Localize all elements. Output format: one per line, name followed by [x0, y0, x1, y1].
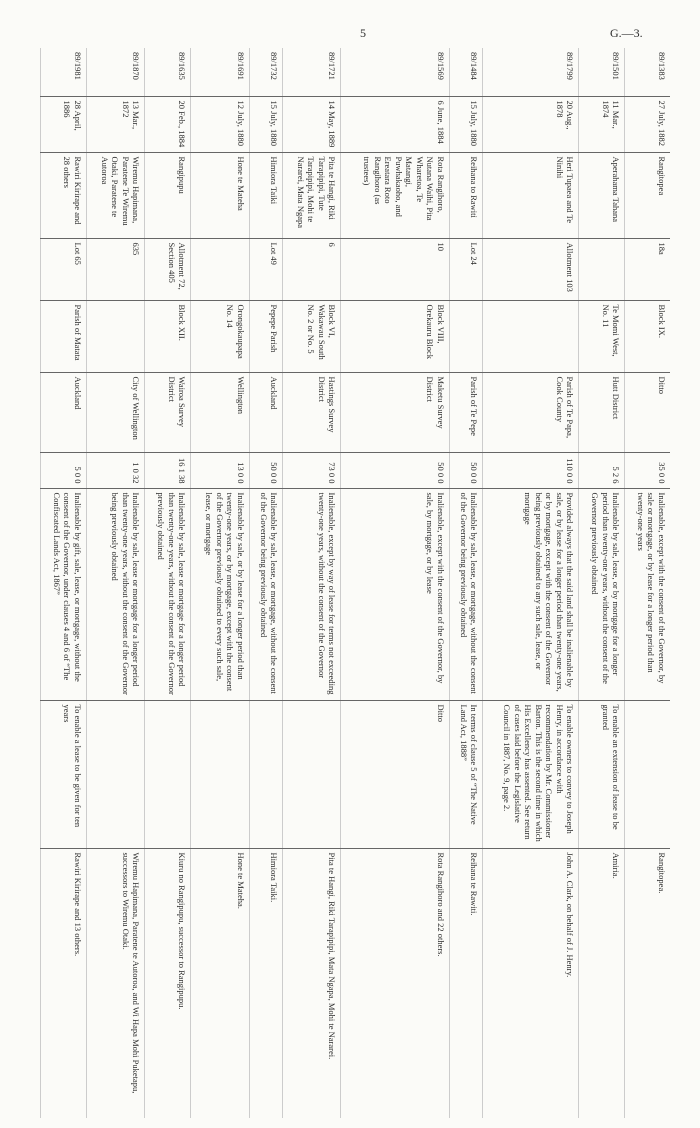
cell-district: Auckland — [249, 372, 282, 452]
cell-area: 73 0 0 — [283, 452, 341, 488]
table-row — [145, 48, 191, 1118]
cell-block: Block VIII, Orekauru Block — [341, 300, 449, 372]
cell-grantee: Himiora Taiki — [249, 152, 282, 238]
cell-number: 89/1383 — [657, 52, 667, 80]
cell-restrictions: Inalienable by gift, sale, lease, or mortgage, without the consent of the Governor, under clauses 4 and 6 of “The Confiscated Lands Act, 1867” — [41, 488, 87, 700]
cell-object: To enable an extension of lease to be granted — [579, 700, 625, 848]
cell-restrictions: Inalienable by sale, lease, or mortgage, without the consent of the Governor being previously obtained — [249, 488, 282, 700]
cell-block: Pepepe Parish — [249, 300, 282, 372]
cell-restrictions: Inalienable by sale, lease, or by mortgage for a longer period than twenty-one years, without the consent of the Governor previously obtained — [579, 488, 625, 700]
table-row — [449, 48, 482, 1118]
page-number: 5 — [360, 26, 366, 40]
cell-object: Ditto — [341, 700, 449, 848]
cell-object: To enable owners to convey to Joseph Henry, in accordance with recommendation by Mr. Commissioner Barton. This is the second time in which His Excellency has assented. See return of cases laid before the Legislative Council in 1887, No. 9, page 2. — [483, 700, 579, 848]
cell-restrictions: Inalienable by sale, or by lease for a longer period than twenty-one years, or by mortgage, except with the consent of the Governor previously obtained to every such sale, lease, or mortgage — [191, 488, 249, 700]
cell-block — [483, 300, 579, 372]
cell-restrictions: Inalienable by sale, lease or mortgage for a longer period than twenty-one years, without the consent of the Governor previously obtained — [145, 488, 191, 700]
cell-applicant: Rawiri Kirirape and 13 others. — [41, 848, 87, 1118]
cell-district: Maketu Survey District — [341, 372, 449, 452]
cell-lot: 18a — [625, 238, 670, 300]
cell-applicant: Rangitopea. — [625, 848, 670, 1118]
cell-district: City of Wellington — [87, 372, 145, 452]
cell-applicant: Amiria. — [579, 848, 625, 1118]
cell-area: 35 0 0 — [625, 452, 670, 488]
cell-lot: Allotment 72, Section 405 — [145, 238, 191, 300]
table-row — [249, 48, 282, 1118]
table-row — [341, 48, 449, 1118]
cell-date: 28 April, 1886 — [41, 96, 87, 152]
cell-lot: Lot 24 — [449, 238, 482, 300]
cell-area: 50 0 0 — [341, 452, 449, 488]
cell-block: Block VI, Wakawau South No. 2 or No. 5 — [283, 300, 341, 372]
rotated-register — [40, 48, 670, 1118]
cell-area: 1 0 32 — [87, 452, 145, 488]
cell-lot: Lot 49 — [249, 238, 282, 300]
cell-object — [191, 700, 249, 848]
cell-restrictions: Provided always that the said land shall be inalienable by sale, or by lease for a longer period than twenty-one years, or by mortgage, except with the consent of the Governor being previously obtained to any such sale, lease, or mortgage — [483, 488, 579, 700]
cell-restrictions: Inalienable, except with the consent of the Governor, by sale or mortgage, or by lease for a longer period than twenty-one years — [625, 488, 670, 700]
cell-applicant: Kiuru no Rangipupu, successor to Rangipupu. — [145, 848, 191, 1118]
cell-applicant: John A. Clark, on behalf of J. Henry. — [483, 848, 579, 1118]
cell-grantee: Pita te Hangi, Riki Tarapipipi, Tute Tarapipipi, Mohi te Nararei, Mata Ngapa — [283, 152, 341, 238]
cell-block — [87, 300, 145, 372]
crown-grant-register-table — [40, 48, 670, 1118]
cell-grantee: Rota Rangihoro, Nutana Waihi, Pita Wharetoa, Te Matangi, Puwhakaoho, and Ereatara Roto Rangihoro (as trustees) — [341, 152, 449, 238]
cell-lot: Allotment 103 — [483, 238, 579, 300]
cell-object — [283, 700, 341, 848]
cell-restrictions: Inalienable by sale, lease or mortgage for a longer period than twenty-one years, without the consent of the Governor being previously obtained — [87, 488, 145, 700]
cell-lot: 635 — [87, 238, 145, 300]
cell-restrictions: Inalienable by sale, lease, or mortgage, without the consent of the Governor being previously obtained — [449, 488, 482, 700]
cell-number: 89/1732 — [269, 52, 280, 80]
cell-number: 89/1721 — [327, 52, 338, 80]
table-row — [483, 48, 579, 1118]
cell-grantee: Aperahama Tahana — [579, 152, 625, 238]
cell-object — [87, 700, 145, 848]
table-row — [41, 48, 87, 1118]
table-row — [191, 48, 249, 1118]
cell-district: Parish of Te Papa, Cook County — [483, 372, 579, 452]
cell-grantee: Wiremu Hapimana, Paratene Te Wiremu Otaki, Paratene te Autoroa — [87, 152, 145, 238]
cell-applicant: Wiremu Hapimana, Paratene te Autoroa, and Wi Hapa Mohi Puketapu, successors to Wiremu Otaki. — [87, 848, 145, 1118]
cell-block: Te Momi West, No. 11 — [579, 300, 625, 372]
cell-date: 15 July, 1880 — [249, 96, 282, 152]
cell-district: Wellington — [191, 372, 249, 452]
cell-object: In terms of clause 5 of “The Native Land Act, 1888” — [449, 700, 482, 848]
cell-date: 27 July, 1882 — [625, 96, 670, 152]
table-row — [579, 48, 625, 1118]
table-row — [87, 48, 145, 1118]
cell-district: Auckland — [41, 372, 87, 452]
cell-restrictions: Inalienable, except with the consent of the Governor, by sale, by mortgage, or by lease — [341, 488, 449, 700]
cell-area: 50 0 0 — [249, 452, 282, 488]
cell-applicant: Hone te Mateha. — [191, 848, 249, 1118]
cell-number: 89/1799 — [565, 52, 576, 80]
cell-grantee: Heri Tupaea and Te Ninihi — [483, 152, 579, 238]
cell-number: 89/1501 — [611, 52, 622, 80]
cell-district: Hutt District — [579, 372, 625, 452]
cell-object — [145, 700, 191, 848]
cell-district: Parish of Te Pepe — [449, 372, 482, 452]
cell-date: 14 May, 1889 — [283, 96, 341, 152]
cell-area: 16 1 38 — [145, 452, 191, 488]
cell-district: Hastings Survey District — [283, 372, 341, 452]
cell-date: 15 July, 1880 — [449, 96, 482, 152]
cell-number: 89/1870 — [131, 52, 142, 80]
cell-grantee: Reihana to Rawiti — [449, 152, 482, 238]
cell-applicant: Reihana te Rawiti. — [449, 848, 482, 1118]
cell-block: Block XII. — [145, 300, 191, 372]
cell-lot — [579, 238, 625, 300]
cell-block: Parish of Matata — [41, 300, 87, 372]
cell-date: 13 Mar., 1872 — [87, 96, 145, 152]
cell-lot: Lot 65 — [41, 238, 87, 300]
cell-block: Block IX. — [625, 300, 670, 372]
cell-number: 89/1569 — [435, 52, 446, 80]
cell-restrictions: Inalienable, except by way of lease for terms not exceeding twenty-one years, without the consent of the Governor — [283, 488, 341, 700]
cell-area: 13 0 0 — [191, 452, 249, 488]
cell-block: Orongokaupapa No. 14 — [191, 300, 249, 372]
cell-applicant: Himiora Taiki. — [249, 848, 282, 1118]
cell-lot: 6 — [283, 238, 341, 300]
cell-date: 6 June, 1884 — [341, 96, 449, 152]
cell-lot — [191, 238, 249, 300]
page-reference: G.—3. — [610, 26, 643, 40]
cell-grantee: Rangitopea — [625, 152, 670, 238]
cell-district: Wairoa Survey District — [145, 372, 191, 452]
cell-object — [249, 700, 282, 848]
cell-lot: 10 — [341, 238, 449, 300]
cell-date: 20 Feb., 1884 — [145, 96, 191, 152]
table-row — [625, 48, 670, 1118]
cell-date: 20 Aug., 1878 — [483, 96, 579, 152]
cell-district: Ditto — [625, 372, 670, 452]
cell-number: 89/1484 — [469, 52, 480, 80]
cell-grantee: Rangipupu — [145, 152, 191, 238]
cell-area: 50 0 0 — [449, 452, 482, 488]
table-row — [283, 48, 341, 1118]
cell-block — [449, 300, 482, 372]
cell-applicant: Rota Rangihoro and 22 others. — [341, 848, 449, 1118]
cell-object — [625, 700, 670, 848]
cell-object: To enable a lease to be given for ten years — [41, 700, 87, 848]
cell-area: 110 0 0 — [483, 452, 579, 488]
cell-area: 5 0 0 — [41, 452, 87, 488]
cell-number: 89/1635 — [177, 52, 188, 80]
cell-number: 89/1691 — [235, 52, 246, 80]
cell-grantee: Rawiri Kirirape and 28 others — [41, 152, 87, 238]
cell-number: 89/1981 — [73, 52, 83, 80]
cell-area: 5 2 6 — [579, 452, 625, 488]
cell-date: 12 July, 1880 — [191, 96, 249, 152]
cell-grantee: Hone te Mateha — [191, 152, 249, 238]
cell-applicant: Pita te Hangi, Riki Tarapipipi, Mata Ngapa, Mohi te Nararei. — [283, 848, 341, 1118]
cell-date: 11 Mar., 1874 — [579, 96, 625, 152]
